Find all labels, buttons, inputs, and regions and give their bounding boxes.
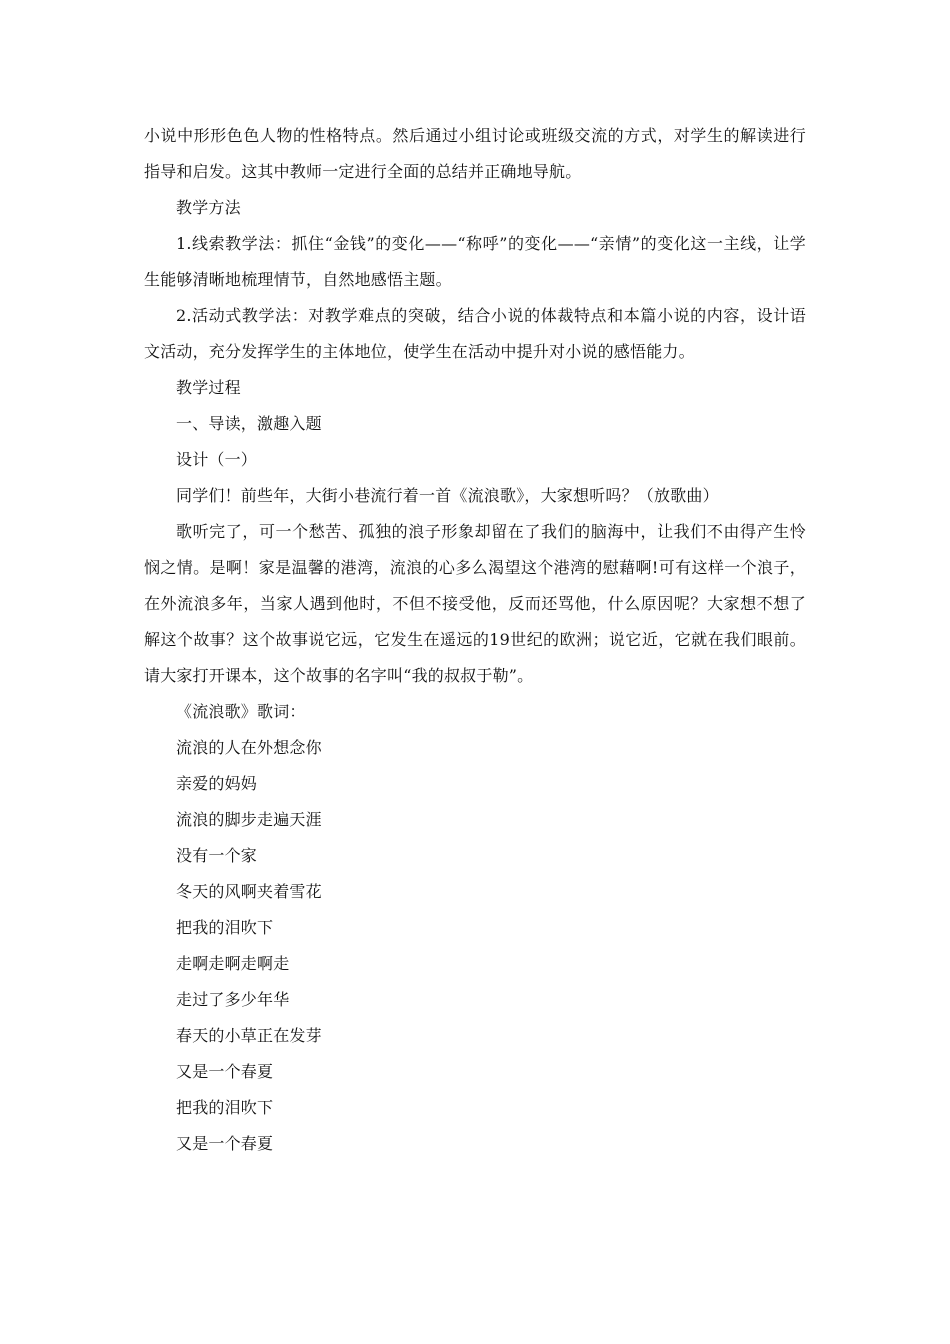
lyric-line: 又是一个春夏 — [176, 1134, 274, 1153]
lyric-line: 把我的泪吹下 — [176, 918, 274, 937]
lyric-line: 走过了多少年华 — [176, 990, 290, 1009]
document-body — [144, 118, 806, 1162]
lyric-line: 冬天的风啊夹着雪花 — [176, 882, 322, 901]
paragraph-song-intro: 同学们！前些年，大街小巷流行着一首《流浪歌》，大家想听吗？（放歌曲） — [176, 486, 719, 505]
lyrics-list — [144, 730, 806, 1162]
heading-lyrics: 《流浪歌》歌词： — [176, 702, 306, 721]
paragraph-method-2: 2.活动式教学法：对教学难点的突破，结合小说的体裁特点和本篇小说的内容，设计语文活动，充分发挥学生的主体地位，使学生在活动中提升对小说的感悟能力。 — [144, 306, 806, 361]
paragraph-intro: 小说中形形色色人物的性格特点。然后通过小组讨论或班级交流的方式，对学生的解读进行指导和启发。这其中教师一定进行全面的总结并正确地导航。 — [144, 126, 806, 181]
lyric-line: 又是一个春夏 — [176, 1062, 274, 1081]
heading-section-one: 一、导读，激趣入题 — [176, 414, 322, 433]
heading-teaching-process: 教学过程 — [176, 378, 241, 397]
lyric-line: 流浪的脚步走遍天涯 — [176, 810, 322, 829]
lyric-line: 没有一个家 — [176, 846, 258, 865]
lyric-line: 把我的泪吹下 — [176, 1098, 274, 1117]
lyric-line: 亲爱的妈妈 — [176, 774, 258, 793]
lyric-line: 走啊走啊走啊走 — [176, 954, 290, 973]
heading-teaching-methods: 教学方法 — [176, 198, 241, 217]
heading-design-one: 设计（一） — [176, 450, 258, 469]
paragraph-method-1: 1.线索教学法：抓住“金钱”的变化——“称呼”的变化——“亲情”的变化这一主线，让学生能够清晰地梳理情节，自然地感悟主题。 — [144, 234, 806, 289]
lyric-line: 春天的小草正在发芽 — [176, 1026, 322, 1045]
paragraph-story-intro: 歌听完了，可一个愁苦、孤独的浪子形象却留在了我们的脑海中，让我们不由得产生怜悯之情。是啊！家是温馨的港湾，流浪的心多么渴望这个港湾的慰藉啊!可有这样一个浪子，在外流浪多年，当家人遇到他时，不但不接受他，反而还骂他，什么原因呢？大家想不想了解这个故事？这个故事说它远，它发生在遥远的19世纪的欧洲；说它近，它就在我们眼前。请大家打开课本，这个故事的名字叫“我的叔叔于勒”。 — [144, 522, 806, 685]
lyric-line: 流浪的人在外想念你 — [176, 738, 322, 757]
